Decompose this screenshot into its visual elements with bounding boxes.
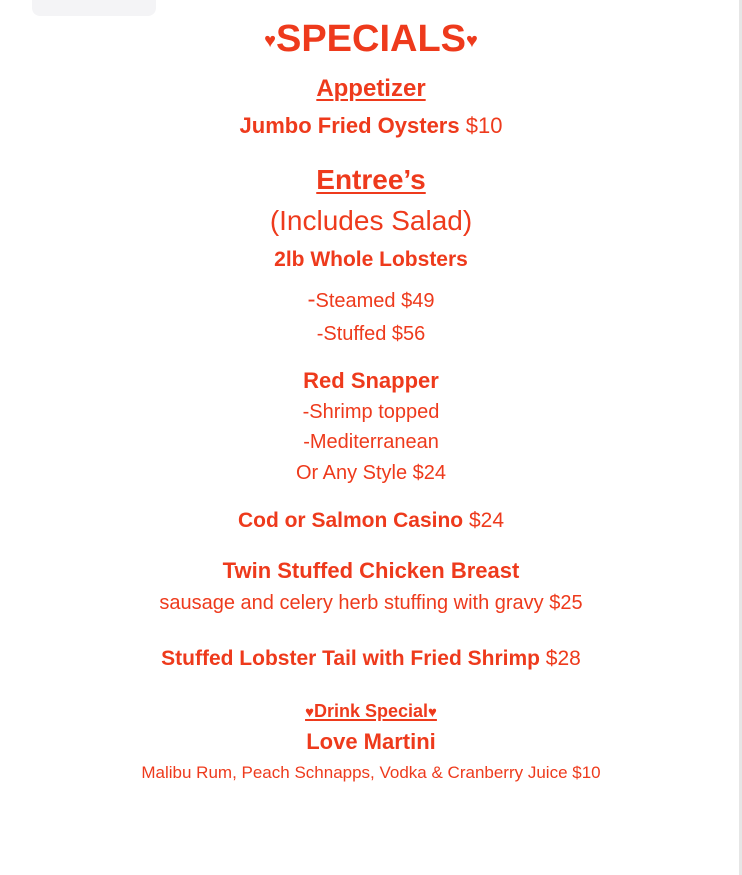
- heart-icon: ♥: [305, 704, 314, 721]
- top-tab-edge: [32, 0, 156, 16]
- drink-name: Love Martini: [306, 729, 436, 754]
- entrees-note: (Includes Salad): [269, 205, 473, 236]
- lobster-option-steamed-text: Steamed $49: [315, 290, 435, 312]
- appetizer-heading: Appetizer: [316, 75, 426, 102]
- drink-heading: [0, 702, 742, 720]
- snapper-style-any: Or Any Style $24: [295, 462, 447, 484]
- chicken-description: sausage and celery herb stuffing with gravy $25: [159, 592, 583, 614]
- menu-title: [0, 20, 742, 58]
- heart-icon: ♥: [264, 29, 276, 52]
- snapper-name: Red Snapper: [303, 368, 439, 393]
- drink-description: Malibu Rum, Peach Schnapps, Vodka & Cranberry Juice $10: [141, 763, 601, 782]
- appetizer-item: [0, 115, 742, 137]
- cod-name: Cod or Salmon Casino: [237, 509, 464, 532]
- lobster-option-steamed: [0, 288, 742, 312]
- lobster-option-stuffed: -Stuffed $56: [316, 323, 426, 345]
- cod-price: $24: [468, 509, 505, 532]
- lobster-tail-name: Stuffed Lobster Tail with Fried Shrimp: [161, 647, 540, 670]
- menu-title-text: SPECIALS: [275, 18, 467, 60]
- lobster-tail-price: $28: [545, 647, 581, 670]
- appetizer-item-price: $10: [465, 113, 503, 138]
- entrees-heading: Entree’s: [316, 164, 426, 195]
- dash-mark: -: [307, 286, 316, 313]
- lobster-name: 2lb Whole Lobsters: [274, 248, 468, 271]
- drink-heading-text: Drink Special: [313, 701, 429, 721]
- chicken-name: Twin Stuffed Chicken Breast: [222, 558, 520, 583]
- heart-icon: ♥: [466, 29, 478, 52]
- snapper-style-shrimp: -Shrimp topped: [302, 401, 440, 423]
- heart-icon: ♥: [428, 704, 437, 721]
- lobster-tail-item: [0, 648, 742, 669]
- appetizer-item-name: Jumbo Fried Oysters: [239, 113, 460, 138]
- cod-item: [0, 510, 742, 531]
- snapper-style-mediterranean: -Mediterranean: [303, 431, 439, 453]
